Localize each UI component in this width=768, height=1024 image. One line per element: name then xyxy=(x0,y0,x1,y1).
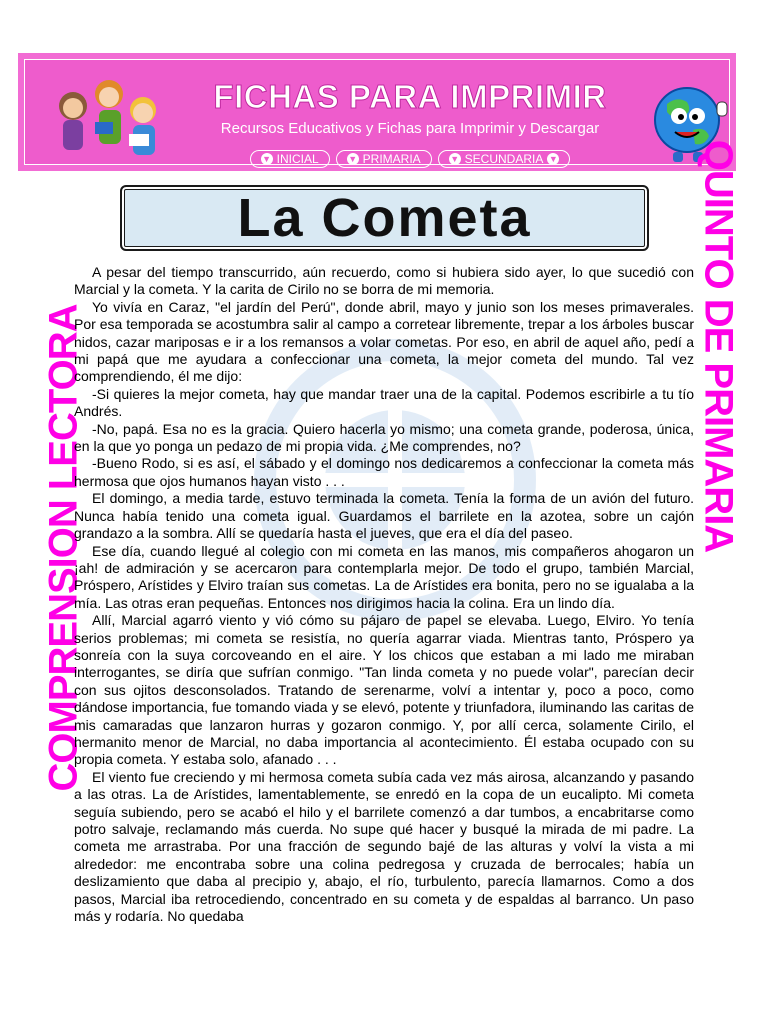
document-title-box xyxy=(120,185,649,251)
side-label-quinto-de-primaria: QUINTO DE PRIMARIA xyxy=(696,139,741,553)
paragraph: -No, papá. Esa no es la gracia. Quiero hacerla yo mismo; una cometa grande, poderosa, única, en la que yo ponga un pedazo de mi propia vida. ¿Me comprendes, no? xyxy=(74,420,694,455)
paragraph: El viento fue creciendo y mi hermosa cometa subía cada vez más airosa, alcanzando y pasando a las otras. La de Arístides, lamentablemente, se enredó en la copa de un eucalipto. Mi cometa seguía subiendo, pero se acabó el hilo y el barrilete comenzó a dar tumbos, a encabritarse como potro salvaje, reclamando más cuerda. No supe qué hacer y busqué la mirada de mi padre. La cometa me arrastraba. Por una fracción de segundo bajé de las alturas y volví la vista a mi alrededor: me encontraba sobre una colina pedregosa y cruzada de berrocales; había un deslizamiento que daba al precipio y, abajo, el río, turbulento, parecía llamarnos. Como a dos pasos, Marcial iba retrocediendo, concentrado en su cometa y de espaldas al barranco. Un paso más y rodaría. No quedaba xyxy=(74,768,694,925)
paragraph: -Si quieres la mejor cometa, hay que mandar traer una de la capital. Podemos escribirle a tu tío Andrés. xyxy=(74,385,694,420)
paragraph: Allí, Marcial agarró viento y vió cómo su pájaro de papel se elevaba. Luego, Elviro. Yo tenía serios problemas; mi cometa se resistía, no quería agarrar viada. Mientras tanto, Próspero ya sonreía con la suya corcoveando en el aire. Y los chicos que estaban a mi lado me miraban interrogantes, se diría que sufrían conmigo. "Tan linda cometa y no puede volar", parecían decir con sus ojitos desconsolados. Tratando de serenarme, volví a intentar y, poco a poco, como dándose importancia, fue tomando viada y se elevó, potente y triunfadora, iluminando las caritas de mis camaradas que lanzaron hurras y gozaron conmigo. Y, por allí cerca, solamente Cirilo, el hermanito menor de Marcial, no daba importancia al acontecimiento. Él estaba ocupado con su propia cometa. Y estaba solo, afanado . . . xyxy=(74,612,694,768)
paragraph: Yo vivía en Caraz, "el jardín del Perú", donde abril, mayo y junio son los meses primaverales. Por esa temporada se acostumbra salir al campo a corretear libremente, trepar a los árboles buscar nidos, cazar mariposas e ir a los remansos a volar cometas. Por eso, en abril de aquel año, pedí a mi papá que me ayudara a confeccionar una cometa, la mejor cometa del mundo. Tal vez comprendiendo, él me dijo: xyxy=(74,298,694,385)
site-title: FICHAS PARA IMPRIMIR xyxy=(213,78,607,115)
header-banner xyxy=(18,53,736,171)
children-reading-illustration xyxy=(43,70,171,166)
arrow-down-icon: ▼ xyxy=(348,154,358,164)
paragraph: -Bueno Rodo, si es así, el sábado y el domingo nos dedicaremos a confeccionar la cometa más hermosa que ojos humanos hayan visto . . . xyxy=(74,455,694,489)
level-links xyxy=(175,148,645,170)
document-title: La Cometa xyxy=(237,188,532,248)
paragraph: El domingo, a media tarde, estuvo terminada la cometa. Tenía la forma de un avión del futuro. Nunca había tenido una cometa igual. Guardamos el barrilete en la azotea, sobre un cajón grandazo a la sombra. Allí se quedaría hasta el jueves, que era el día del paseo. xyxy=(74,490,694,542)
arrow-down-icon: ▼ xyxy=(450,154,460,164)
site-subtitle: Recursos Educativos y Fichas para Imprimir y Descargar xyxy=(220,120,600,137)
link-secundaria[interactable]: ▼ SECUNDARIA ▼ xyxy=(438,150,571,168)
arrow-down-icon: ▼ xyxy=(548,154,558,164)
paragraph: Ese día, cuando llegué al colegio con mi cometa en las manos, mis compañeros ahogaron un ¡ah! de admiración y se acercaron para contemplarla mejor. De todo el grupo, también Marcial, Próspero, Arístides y Elviro traían sus cometas. La de Arístides era bonita, pero no se igualaba a la mía. Las otras eran pequeñas. Entonces nos dirigimos hacia la colina. Era un lindo día. xyxy=(74,542,694,611)
header-banner-inner xyxy=(24,59,730,165)
arrow-down-icon: ▼ xyxy=(262,154,272,164)
story-body xyxy=(74,264,694,925)
link-primaria[interactable]: ▼ PRIMARIA xyxy=(336,150,432,168)
paragraph: A pesar del tiempo transcurrido, aún recuerdo, como si hubiera sido ayer, lo que sucedió con Marcial y la cometa. Y la carita de Cirilo no se borra de mi memoria. xyxy=(74,264,694,298)
link-inicial[interactable]: ▼ INICIAL xyxy=(250,150,330,168)
side-label-comprension-lectora: COMPRENSION LECTORA xyxy=(41,304,86,792)
